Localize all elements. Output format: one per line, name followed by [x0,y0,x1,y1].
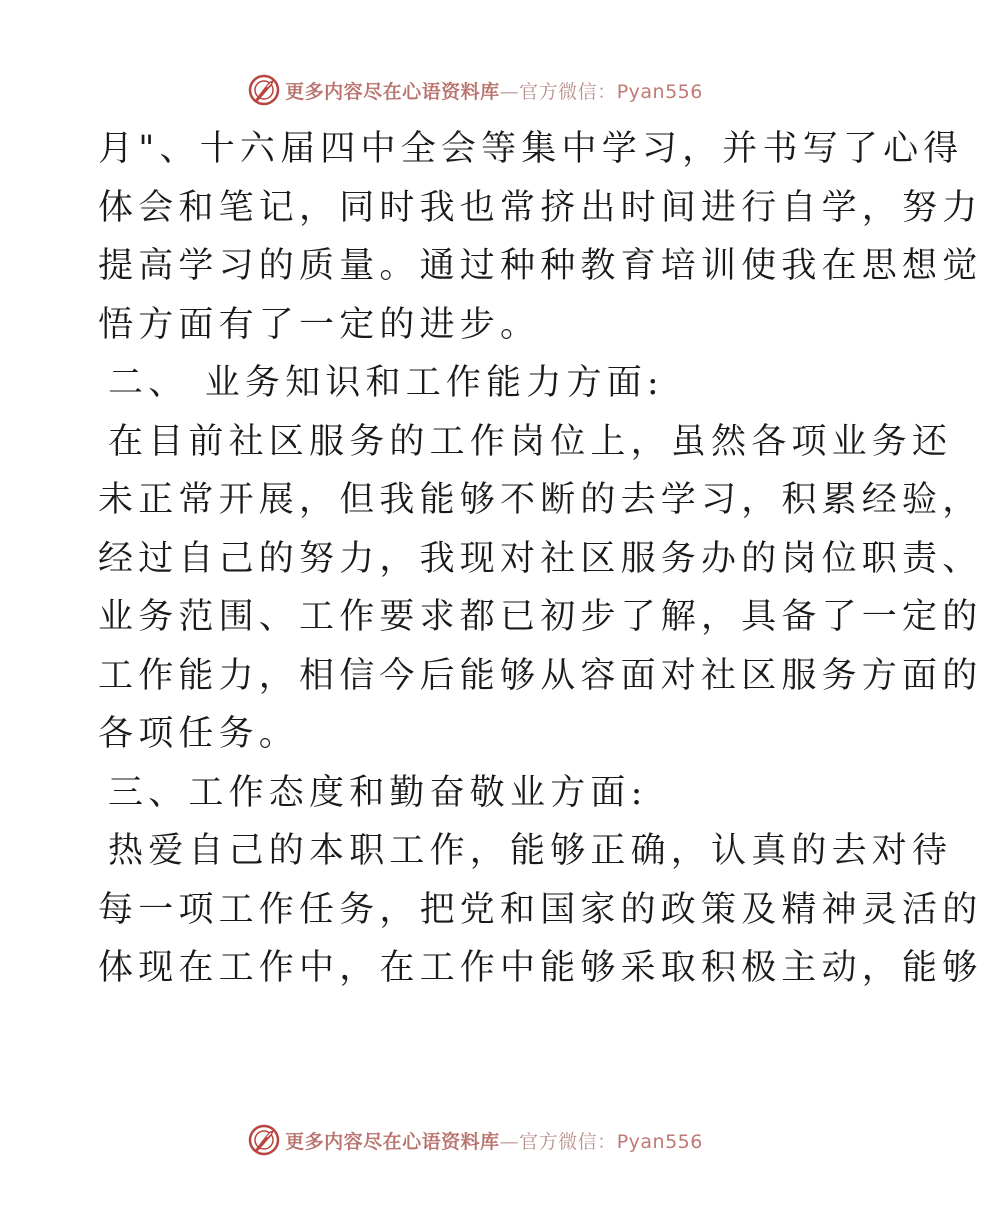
header-watermark-banner [0,70,950,110]
watermark-group [247,1123,703,1157]
text-line: 工作能力，相信今后能够从容面对社区服务方面的 [98,655,982,696]
text-line: 悟方面有了一定的进步。 [98,304,541,345]
quill-logo-icon [247,1123,281,1157]
text-line: 月"、十六届四中全会等集中学习，并书写了心得 [98,129,964,169]
watermark-dash: — [499,1130,520,1153]
watermark-text [285,77,703,104]
text-line: 提高学习的质量。通过种种教育培训使我在思想觉 [98,246,982,286]
watermark-dash: — [499,80,520,103]
document-body [98,120,982,998]
text-line: 体现在工作中，在工作中能够采取积极主动，能够 [98,948,982,988]
text-line: 体会和笔记，同时我也常挤出时间进行自学，努力 [98,187,982,228]
section-heading-business: 二、 业务知识和工作能力方面: [108,363,664,403]
watermark-wechat-label: 官方微信： [519,1130,617,1153]
quill-logo-icon [247,73,281,107]
watermark-group [247,73,703,107]
watermark-wechat-id: Pyan556 [616,80,703,103]
text-line: 经过自己的努力，我现对社区服务办的岗位职责、 [98,538,982,579]
watermark-wechat-label: 官方微信： [519,80,617,103]
text-line: 业务范围、工作要求都已初步了解，具备了一定的 [98,597,982,637]
watermark-wechat-id: Pyan556 [616,1130,703,1153]
watermark-brand: 更多内容尽在心语资料库 [285,1130,500,1153]
text-line: 每一项工作任务，把党和国家的政策及精神灵活的 [98,889,982,930]
text-line: 热爱自己的本职工作，能够正确，认真的去对待 [108,831,953,871]
text-line: 各项任务。 [98,714,300,754]
watermark-brand: 更多内容尽在心语资料库 [285,80,500,103]
section-heading-attitude: 三、工作态度和勤奋敬业方面: [108,772,648,813]
watermark-text [285,1127,703,1154]
text-line: 未正常开展，但我能够不断的去学习，积累经验， [98,480,982,520]
footer-watermark-banner [0,1120,950,1160]
text-line: 在目前社区服务的工作岗位上，虽然各项业务还 [108,421,953,462]
